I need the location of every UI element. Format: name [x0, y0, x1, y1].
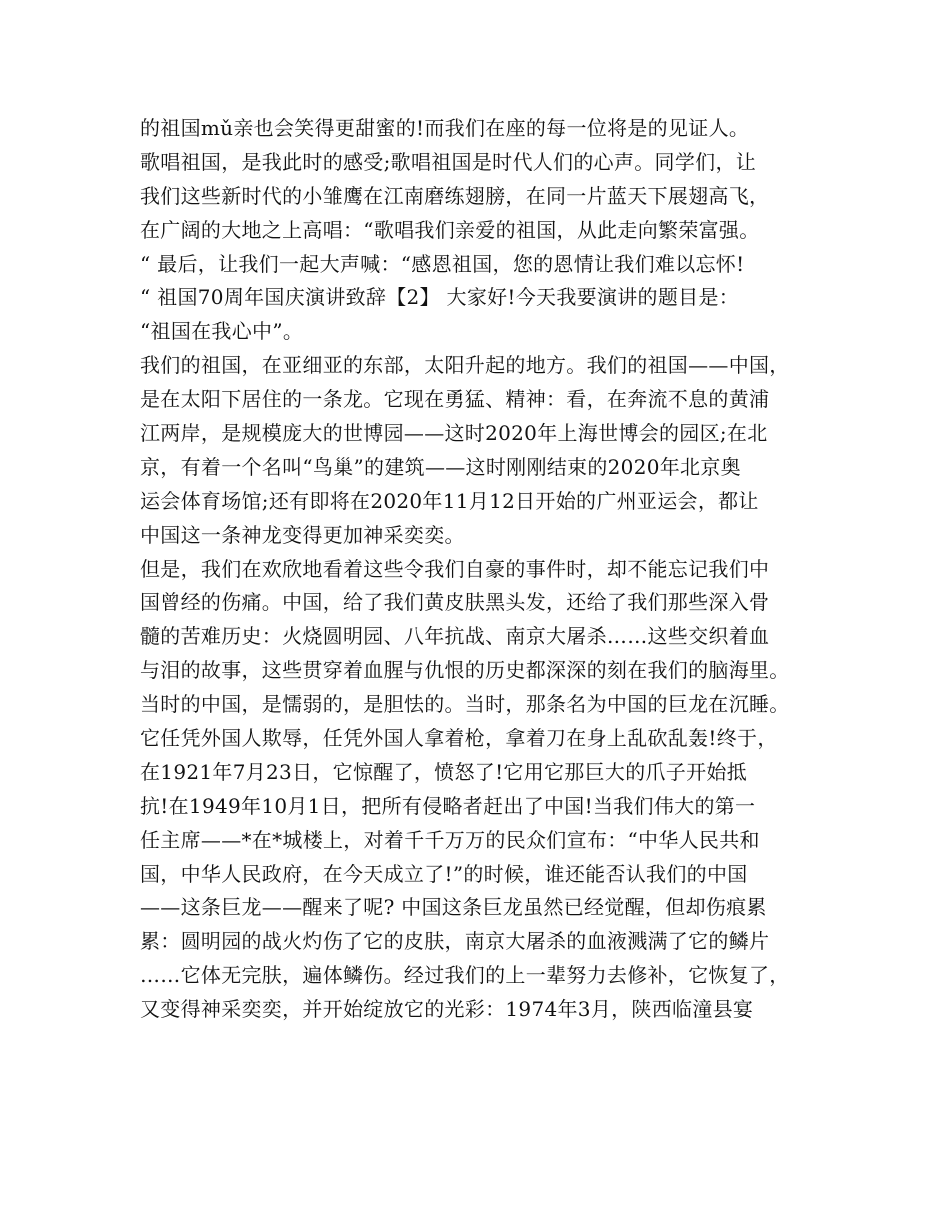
text-line: 又变得神采奕奕，并开始绽放它的光彩：1974年3月，陕西临潼县宴 — [140, 997, 754, 1022]
text-line: 我们这些新时代的小雏鹰在江南磨练翅膀，在同一片蓝天下展翅高飞， — [140, 183, 770, 208]
text-line: 在1921年7月23日，它惊醒了，愤怒了!它用它那巨大的爪子开始抵 — [140, 759, 748, 784]
text-line: 国曾经的伤痛。中国，给了我们黄皮肤黑头发，还给了我们那些深入骨 — [140, 590, 770, 615]
text-line: 是在太阳下居住的一条龙。它现在勇猛、精神：看，在奔流不息的黄浦 — [140, 387, 770, 412]
text-line: 当时的中国，是懦弱的，是胆怯的。当时，那条名为中国的巨龙在沉睡。 — [140, 692, 790, 717]
text-line: ——这条巨龙——醒来了呢? 中国这条巨龙虽然已经觉醒，但却伤痕累 — [140, 895, 767, 920]
text-line: 累：圆明园的战火灼伤了它的皮肤，南京大屠杀的血液溅满了它的鳞片 — [140, 929, 770, 954]
text-line: 的祖国mǔ亲也会笑得更甜蜜的!而我们在座的每一位将是的见证人。 — [140, 116, 750, 140]
text-line: 江两岸，是规模庞大的世博园——这时2020年上海世博会的园区;在北 — [140, 421, 768, 446]
text-line: 在广阔的大地之上高唱：“歌唱我们亲爱的祖国，从此走向繁荣富强。 — [140, 217, 760, 242]
text-line: 歌唱祖国，是我此时的感受;歌唱祖国是时代人们的心声。同学们，让 — [140, 149, 757, 174]
text-line: 髓的苦难历史：火烧圆明园、八年抗战、南京大屠杀……这些交织着血 — [140, 624, 770, 649]
text-line: 任主席——*在*城楼上，对着千千万万的民众们宣布：“中华人民共和 — [140, 827, 760, 852]
text-line: 但是，我们在欢欣地看着这些令我们自豪的事件时，却不能忘记我们中 — [140, 556, 770, 581]
text-line: 国，中华人民政府，在今天成立了!”的时候，谁还能否认我们的中国 — [140, 861, 748, 886]
text-line: 抗!在1949年10月1日，把所有侵略者赶出了中国!当我们伟大的第一 — [140, 793, 756, 818]
text-line: 运会体育场馆;还有即将在2020年11月12日开始的广州亚运会，都让 — [140, 488, 759, 513]
text-line: ……它体无完肤，遍体鳞伤。经过我们的上一辈努力去修补，它恢复了， — [140, 963, 790, 988]
text-line: 它任凭外国人欺辱，任凭外国人拿着枪，拿着刀在身上乱砍乱轰!终于， — [140, 726, 778, 751]
text-line: “祖国在我心中”。 — [140, 319, 304, 344]
text-line: 我们的祖国，在亚细亚的东部，太阳升起的地方。我们的祖国——中国， — [140, 353, 790, 378]
text-line: 中国这一条神龙变得更加神采奕奕。 — [140, 522, 465, 547]
text-line: “ 最后，让我们一起大声喊：“感恩祖国，您的恩情让我们难以忘怀! — [140, 251, 745, 276]
text-line: 与泪的故事，这些贯穿着血腥与仇恨的历史都深深的刻在我们的脑海里。 — [140, 658, 790, 683]
text-line: 京，有着一个名叫“鸟巢”的建筑——这时刚刚结束的2020年北京奥 — [140, 454, 741, 479]
text-line: “ 祖国70周年国庆演讲致辞【2】 大家好!今天我要演讲的题目是： — [140, 285, 740, 310]
body-text — [140, 112, 830, 1027]
